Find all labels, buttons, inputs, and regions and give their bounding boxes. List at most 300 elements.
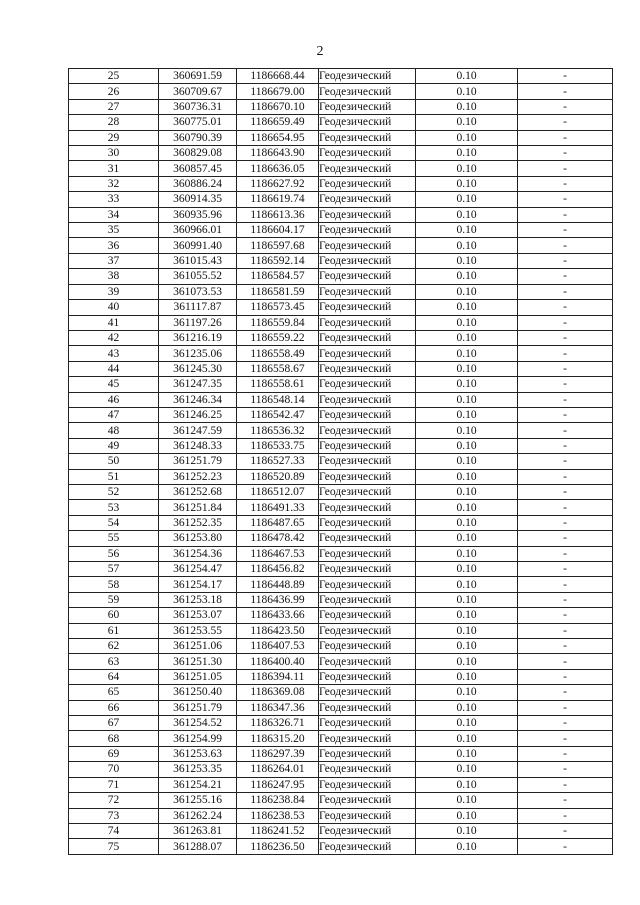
x-coordinate-cell: 360829.08 [159,146,237,161]
point-number-cell: 73 [69,808,159,823]
x-coordinate-cell: 361253.80 [159,531,237,546]
table-row [69,207,613,222]
precision-cell: 0.10 [416,515,518,530]
method-cell: Геодезический [319,577,416,592]
point-number-cell: 70 [69,762,159,777]
note-cell: - [518,685,613,700]
table-row [69,454,613,469]
precision-cell: 0.10 [416,377,518,392]
point-number-cell: 65 [69,685,159,700]
y-coordinate-cell: 1186315.20 [237,731,319,746]
precision-cell: 0.10 [416,685,518,700]
y-coordinate-cell: 1186527.33 [237,454,319,469]
y-coordinate-cell: 1186659.49 [237,115,319,130]
y-coordinate-cell: 1186326.71 [237,716,319,731]
note-cell: - [518,269,613,284]
method-cell: Геодезический [319,284,416,299]
note-cell: - [518,454,613,469]
y-coordinate-cell: 1186394.11 [237,669,319,684]
note-cell: - [518,669,613,684]
point-number-cell: 32 [69,176,159,191]
precision-cell: 0.10 [416,130,518,145]
method-cell: Геодезический [319,592,416,607]
y-coordinate-cell: 1186436.99 [237,592,319,607]
y-coordinate-cell: 1186407.53 [237,639,319,654]
precision-cell: 0.10 [416,562,518,577]
table-row [69,716,613,731]
y-coordinate-cell: 1186236.50 [237,839,319,854]
point-number-cell: 45 [69,377,159,392]
point-number-cell: 53 [69,500,159,515]
x-coordinate-cell: 360914.35 [159,192,237,207]
point-number-cell: 38 [69,269,159,284]
point-number-cell: 63 [69,654,159,669]
precision-cell: 0.10 [416,839,518,854]
point-number-cell: 47 [69,407,159,422]
point-number-cell: 72 [69,793,159,808]
table-row [69,130,613,145]
y-coordinate-cell: 1186456.82 [237,562,319,577]
note-cell: - [518,161,613,176]
note-cell: - [518,546,613,561]
method-cell: Геодезический [319,700,416,715]
precision-cell: 0.10 [416,592,518,607]
precision-cell: 0.10 [416,454,518,469]
note-cell: - [518,130,613,145]
precision-cell: 0.10 [416,484,518,499]
precision-cell: 0.10 [416,315,518,330]
note-cell: - [518,361,613,376]
precision-cell: 0.10 [416,346,518,361]
note-cell: - [518,315,613,330]
y-coordinate-cell: 1186238.84 [237,793,319,808]
note-cell: - [518,407,613,422]
method-cell: Геодезический [319,269,416,284]
point-number-cell: 39 [69,284,159,299]
y-coordinate-cell: 1186679.00 [237,84,319,99]
x-coordinate-cell: 361253.07 [159,608,237,623]
precision-cell: 0.10 [416,746,518,761]
y-coordinate-cell: 1186668.44 [237,69,319,84]
note-cell: - [518,469,613,484]
y-coordinate-cell: 1186478.42 [237,531,319,546]
point-number-cell: 29 [69,130,159,145]
precision-cell: 0.10 [416,546,518,561]
precision-cell: 0.10 [416,823,518,838]
note-cell: - [518,99,613,114]
y-coordinate-cell: 1186670.10 [237,99,319,114]
x-coordinate-cell: 361251.30 [159,654,237,669]
y-coordinate-cell: 1186613.36 [237,207,319,222]
point-number-cell: 64 [69,669,159,684]
note-cell: - [518,793,613,808]
table-row [69,685,613,700]
x-coordinate-cell: 361055.52 [159,269,237,284]
note-cell: - [518,700,613,715]
point-number-cell: 34 [69,207,159,222]
table-row [69,654,613,669]
note-cell: - [518,115,613,130]
table-row [69,515,613,530]
table-row [69,823,613,838]
x-coordinate-cell: 360691.59 [159,69,237,84]
note-cell: - [518,531,613,546]
precision-cell: 0.10 [416,777,518,792]
note-cell: - [518,330,613,345]
point-number-cell: 57 [69,562,159,577]
table-row [69,361,613,376]
x-coordinate-cell: 360790.39 [159,130,237,145]
point-number-cell: 42 [69,330,159,345]
precision-cell: 0.10 [416,99,518,114]
y-coordinate-cell: 1186467.53 [237,546,319,561]
x-coordinate-cell: 361251.79 [159,454,237,469]
point-number-cell: 61 [69,623,159,638]
note-cell: - [518,300,613,315]
table-row [69,608,613,623]
y-coordinate-cell: 1186347.36 [237,700,319,715]
y-coordinate-cell: 1186604.17 [237,223,319,238]
x-coordinate-cell: 361252.68 [159,484,237,499]
method-cell: Геодезический [319,777,416,792]
x-coordinate-cell: 361235.06 [159,346,237,361]
x-coordinate-cell: 361197.26 [159,315,237,330]
x-coordinate-cell: 361245.30 [159,361,237,376]
method-cell: Геодезический [319,315,416,330]
x-coordinate-cell: 361288.07 [159,839,237,854]
point-number-cell: 74 [69,823,159,838]
point-number-cell: 71 [69,777,159,792]
note-cell: - [518,762,613,777]
x-coordinate-cell: 361254.99 [159,731,237,746]
x-coordinate-cell: 361246.25 [159,407,237,422]
precision-cell: 0.10 [416,793,518,808]
precision-cell: 0.10 [416,192,518,207]
point-number-cell: 55 [69,531,159,546]
method-cell: Геодезический [319,84,416,99]
x-coordinate-cell: 361254.47 [159,562,237,577]
note-cell: - [518,69,613,84]
note-cell: - [518,823,613,838]
table-row [69,84,613,99]
table-row [69,808,613,823]
y-coordinate-cell: 1186247.95 [237,777,319,792]
x-coordinate-cell: 361117.87 [159,300,237,315]
y-coordinate-cell: 1186542.47 [237,407,319,422]
y-coordinate-cell: 1186636.05 [237,161,319,176]
method-cell: Геодезический [319,484,416,499]
y-coordinate-cell: 1186238.53 [237,808,319,823]
table-row [69,546,613,561]
precision-cell: 0.10 [416,531,518,546]
method-cell: Геодезический [319,346,416,361]
point-number-cell: 50 [69,454,159,469]
y-coordinate-cell: 1186558.61 [237,377,319,392]
precision-cell: 0.10 [416,269,518,284]
y-coordinate-cell: 1186536.32 [237,423,319,438]
precision-cell: 0.10 [416,469,518,484]
table-row [69,69,613,84]
point-number-cell: 43 [69,346,159,361]
method-cell: Геодезический [319,639,416,654]
table-row [69,839,613,854]
page-number: 2 [316,44,324,59]
precision-cell: 0.10 [416,223,518,238]
method-cell: Геодезический [319,146,416,161]
note-cell: - [518,639,613,654]
table-row [69,438,613,453]
method-cell: Геодезический [319,161,416,176]
table-row [69,146,613,161]
table-row [69,777,613,792]
x-coordinate-cell: 361251.79 [159,700,237,715]
x-coordinate-cell: 361262.24 [159,808,237,823]
point-number-cell: 52 [69,484,159,499]
method-cell: Геодезический [319,654,416,669]
precision-cell: 0.10 [416,669,518,684]
note-cell: - [518,654,613,669]
method-cell: Геодезический [319,685,416,700]
note-cell: - [518,438,613,453]
note-cell: - [518,346,613,361]
point-number-cell: 36 [69,238,159,253]
point-number-cell: 30 [69,146,159,161]
method-cell: Геодезический [319,361,416,376]
x-coordinate-cell: 361246.34 [159,392,237,407]
x-coordinate-cell: 360857.45 [159,161,237,176]
method-cell: Геодезический [319,207,416,222]
table-row [69,346,613,361]
method-cell: Геодезический [319,823,416,838]
precision-cell: 0.10 [416,716,518,731]
point-number-cell: 27 [69,99,159,114]
table-row [69,731,613,746]
x-coordinate-cell: 361216.19 [159,330,237,345]
y-coordinate-cell: 1186297.39 [237,746,319,761]
precision-cell: 0.10 [416,608,518,623]
point-number-cell: 28 [69,115,159,130]
x-coordinate-cell: 361251.06 [159,639,237,654]
method-cell: Геодезический [319,130,416,145]
precision-cell: 0.10 [416,115,518,130]
table-row [69,577,613,592]
table-row [69,469,613,484]
x-coordinate-cell: 361251.05 [159,669,237,684]
note-cell: - [518,746,613,761]
point-number-cell: 59 [69,592,159,607]
x-coordinate-cell: 361247.59 [159,423,237,438]
precision-cell: 0.10 [416,253,518,268]
precision-cell: 0.10 [416,423,518,438]
point-number-cell: 25 [69,69,159,84]
precision-cell: 0.10 [416,284,518,299]
precision-cell: 0.10 [416,762,518,777]
precision-cell: 0.10 [416,300,518,315]
precision-cell: 0.10 [416,392,518,407]
note-cell: - [518,377,613,392]
table-row [69,531,613,546]
note-cell: - [518,84,613,99]
table-row [69,238,613,253]
method-cell: Геодезический [319,500,416,515]
x-coordinate-cell: 361254.17 [159,577,237,592]
method-cell: Геодезический [319,192,416,207]
method-cell: Геодезический [319,423,416,438]
method-cell: Геодезический [319,438,416,453]
precision-cell: 0.10 [416,577,518,592]
point-number-cell: 60 [69,608,159,623]
x-coordinate-cell: 361254.52 [159,716,237,731]
note-cell: - [518,392,613,407]
table-row [69,623,613,638]
x-coordinate-cell: 360966.01 [159,223,237,238]
table-row [69,762,613,777]
y-coordinate-cell: 1186592.14 [237,253,319,268]
y-coordinate-cell: 1186520.89 [237,469,319,484]
x-coordinate-cell: 361253.35 [159,762,237,777]
precision-cell: 0.10 [416,84,518,99]
note-cell: - [518,284,613,299]
point-number-cell: 51 [69,469,159,484]
note-cell: - [518,777,613,792]
point-number-cell: 41 [69,315,159,330]
table-row [69,746,613,761]
x-coordinate-cell: 361253.18 [159,592,237,607]
y-coordinate-cell: 1186558.49 [237,346,319,361]
note-cell: - [518,515,613,530]
precision-cell: 0.10 [416,330,518,345]
y-coordinate-cell: 1186264.01 [237,762,319,777]
x-coordinate-cell: 361253.63 [159,746,237,761]
note-cell: - [518,608,613,623]
table-row [69,269,613,284]
method-cell: Геодезический [319,253,416,268]
table-row [69,669,613,684]
note-cell: - [518,716,613,731]
precision-cell: 0.10 [416,623,518,638]
point-number-cell: 66 [69,700,159,715]
method-cell: Геодезический [319,546,416,561]
precision-cell: 0.10 [416,500,518,515]
coordinates-table [68,68,613,855]
y-coordinate-cell: 1186643.90 [237,146,319,161]
y-coordinate-cell: 1186654.95 [237,130,319,145]
precision-cell: 0.10 [416,808,518,823]
point-number-cell: 49 [69,438,159,453]
table-row [69,300,613,315]
x-coordinate-cell: 361255.16 [159,793,237,808]
point-number-cell: 44 [69,361,159,376]
table-row [69,423,613,438]
table-row [69,315,613,330]
y-coordinate-cell: 1186433.66 [237,608,319,623]
table-row [69,562,613,577]
method-cell: Геодезический [319,515,416,530]
y-coordinate-cell: 1186573.45 [237,300,319,315]
x-coordinate-cell: 360991.40 [159,238,237,253]
y-coordinate-cell: 1186597.68 [237,238,319,253]
note-cell: - [518,562,613,577]
note-cell: - [518,192,613,207]
table-row [69,253,613,268]
note-cell: - [518,839,613,854]
method-cell: Геодезический [319,454,416,469]
method-cell: Геодезический [319,377,416,392]
table-row [69,592,613,607]
table-row [69,639,613,654]
method-cell: Геодезический [319,793,416,808]
x-coordinate-cell: 361251.84 [159,500,237,515]
precision-cell: 0.10 [416,361,518,376]
method-cell: Геодезический [319,238,416,253]
note-cell: - [518,146,613,161]
method-cell: Геодезический [319,469,416,484]
x-coordinate-cell: 360886.24 [159,176,237,191]
note-cell: - [518,623,613,638]
x-coordinate-cell: 361254.21 [159,777,237,792]
x-coordinate-cell: 361252.35 [159,515,237,530]
table-row [69,223,613,238]
table-row [69,500,613,515]
y-coordinate-cell: 1186584.57 [237,269,319,284]
y-coordinate-cell: 1186559.22 [237,330,319,345]
table-row [69,115,613,130]
method-cell: Геодезический [319,669,416,684]
y-coordinate-cell: 1186512.07 [237,484,319,499]
precision-cell: 0.10 [416,161,518,176]
method-cell: Геодезический [319,623,416,638]
x-coordinate-cell: 360775.01 [159,115,237,130]
x-coordinate-cell: 361250.40 [159,685,237,700]
method-cell: Геодезический [319,531,416,546]
note-cell: - [518,484,613,499]
precision-cell: 0.10 [416,731,518,746]
y-coordinate-cell: 1186491.33 [237,500,319,515]
x-coordinate-cell: 361247.35 [159,377,237,392]
note-cell: - [518,223,613,238]
x-coordinate-cell: 360935.96 [159,207,237,222]
note-cell: - [518,592,613,607]
x-coordinate-cell: 360709.67 [159,84,237,99]
table-row [69,377,613,392]
point-number-cell: 37 [69,253,159,268]
x-coordinate-cell: 361253.55 [159,623,237,638]
point-number-cell: 31 [69,161,159,176]
note-cell: - [518,238,613,253]
note-cell: - [518,423,613,438]
method-cell: Геодезический [319,300,416,315]
x-coordinate-cell: 361254.36 [159,546,237,561]
y-coordinate-cell: 1186487.65 [237,515,319,530]
table-row [69,99,613,114]
method-cell: Геодезический [319,608,416,623]
method-cell: Геодезический [319,223,416,238]
point-number-cell: 33 [69,192,159,207]
y-coordinate-cell: 1186241.52 [237,823,319,838]
point-number-cell: 62 [69,639,159,654]
precision-cell: 0.10 [416,176,518,191]
method-cell: Геодезический [319,69,416,84]
point-number-cell: 56 [69,546,159,561]
point-number-cell: 26 [69,84,159,99]
table-row [69,330,613,345]
table-row [69,161,613,176]
table-row [69,176,613,191]
point-number-cell: 35 [69,223,159,238]
y-coordinate-cell: 1186619.74 [237,192,319,207]
point-number-cell: 75 [69,839,159,854]
note-cell: - [518,731,613,746]
